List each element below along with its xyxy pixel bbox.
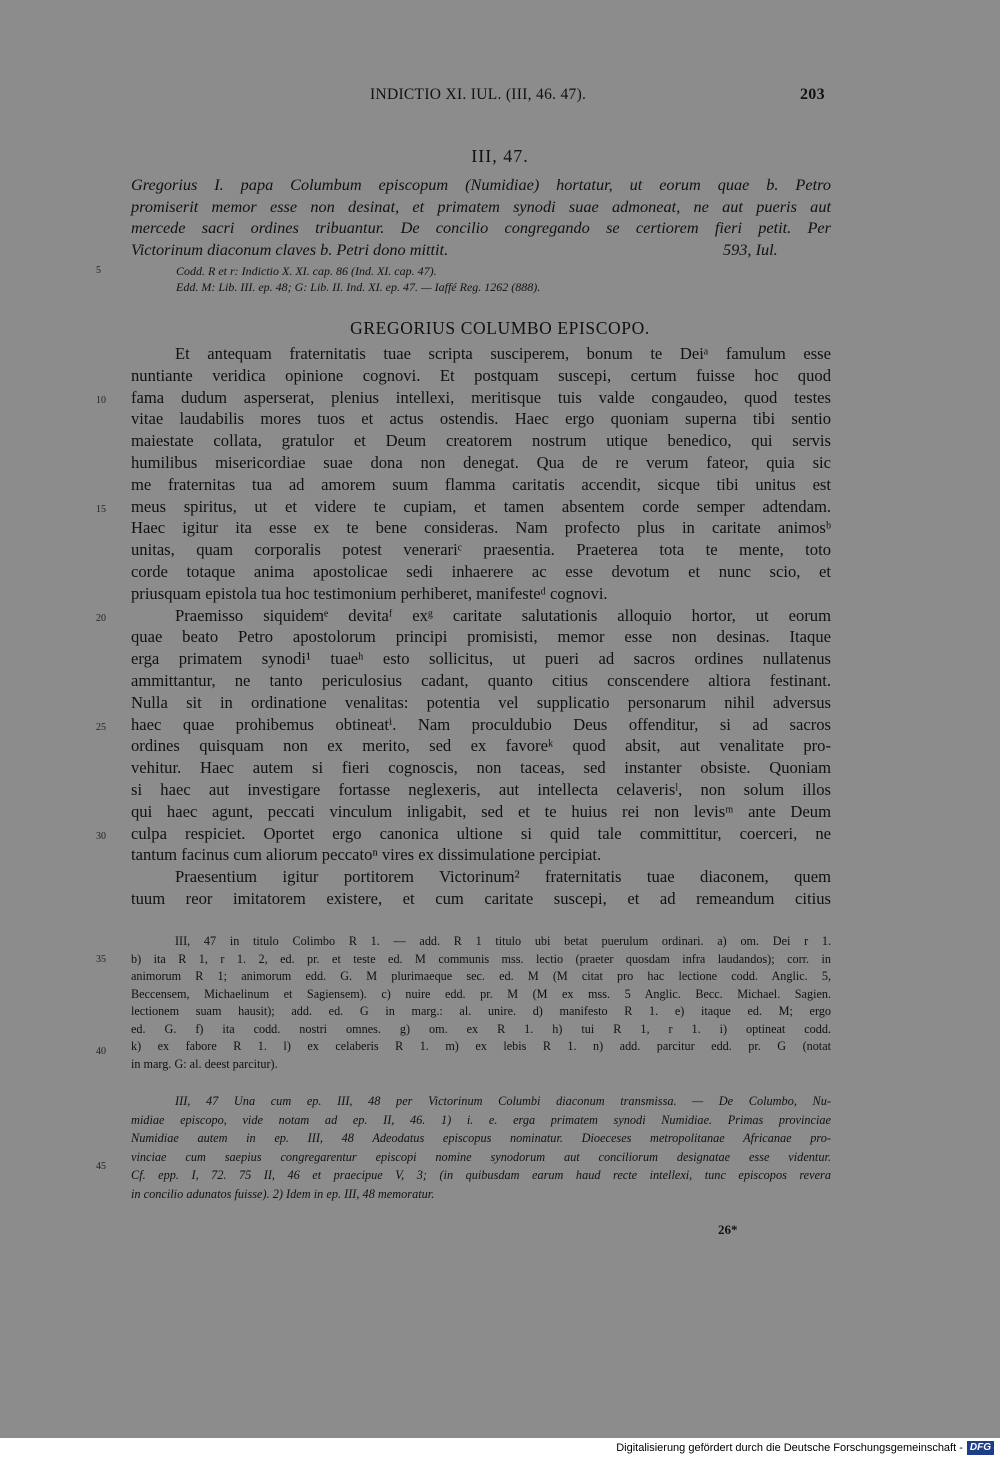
summary-line: promiserit memor esse non desinat, et primatem synodi suae admoneat, ne aut pueris aut xyxy=(131,196,831,216)
body-line: vitae laudabilis mores tuos et actus ostendis. Haec ergo quoniam superna tibi sentio xyxy=(131,409,831,429)
body-line: ammittantur, ne tanto periculosius cadant, quanto citius conscendere altiora festinant. xyxy=(131,670,831,690)
line-number: 15 xyxy=(96,504,106,515)
critical-apparatus xyxy=(131,933,831,1073)
apparatus-line: Beccensem, Michaelinum et Sagiensem). c) nuire edd. pr. M (M ex mss. 5 Anglic. Becc. Michael. Sagien. xyxy=(131,986,831,1001)
body-line: culpa respiciet. Oportet ergo canonica ultione si quid tale committitur, coerceri, ne xyxy=(131,823,831,843)
codices-line: Codd. R et r: Indictio X. XI. cap. 86 (Ind. XI. cap. 47). xyxy=(176,264,437,278)
line-number: 20 xyxy=(96,613,106,624)
summary-line: Victorinum diaconum claves b. Petri dono mittit. xyxy=(131,239,449,259)
body-line: nuntiante veridica opinione cognovi. Et postquam suscepi, certum fuisse hoc quod xyxy=(131,365,831,385)
addressee-heading: GREGORIUS COLUMBO EPISCOPO. xyxy=(350,318,650,338)
line-number: 25 xyxy=(96,722,106,733)
note-line: midiae episcopo, vide notam ad ep. II, 46. 1) i. e. erga primatem synodi Numidiae. Primas provinciae xyxy=(131,1112,831,1127)
body-line: vehitur. Haec autem si fieri cognoscis, non taceas, sed instanter obsiste. Quoniam xyxy=(131,758,831,778)
apparatus-line: ed. G. f) ita codd. nostri omnes. g) om. ex R 1. h) tui R 1, r 1. i) optineat codd. xyxy=(131,1021,831,1036)
body-line: meus spiritus, ut et videre te cupiam, et tamen absentem corde semper adtendam. xyxy=(131,496,831,516)
body-line: Haec igitur ita esse ex te bene consideras. Nam profecto plus in caritate animosᵇ xyxy=(131,518,831,538)
letter-summary xyxy=(131,174,831,260)
apparatus-line: in marg. G: al. deest parcitur). xyxy=(131,1056,278,1071)
funding-footer xyxy=(616,1440,994,1456)
body-line: Praemisso siquidemᵉ devitaᶠ exᵍ caritate salutationis alloquio hortor, ut eorum xyxy=(175,605,831,625)
line-number: 40 xyxy=(96,1046,106,1057)
body-line: fama dudum asperserat, plenius intellexi, meritisque tuis valde congaudeo, quod testes xyxy=(131,387,831,407)
historical-notes xyxy=(131,1092,831,1203)
summary-line: Gregorius I. papa Columbum episcopum (Numidiae) hortatur, ut eorum quae b. Petro xyxy=(131,175,831,194)
line-number: 5 xyxy=(96,265,101,276)
line-number: 35 xyxy=(96,954,106,965)
line-number: 30 xyxy=(96,831,106,842)
note-line: in concilio adunatos fuisse). 2) Idem in ep. III, 48 memoratur. xyxy=(131,1186,435,1201)
apparatus-line: lectionem suam hausit); add. ed. G in marg.: al. unire. d) manifesto R 1. e) itaque ed. M; ergo xyxy=(131,1004,831,1018)
body-line: corde totaque anima apostolicae sedi inhaerere ac esse devotum et nunc scio, et xyxy=(131,561,831,581)
apparatus-line: animorum R 1; animorum edd. G. M plurimaeque sec. ed. M (M citat pro hac lectione codd. Anglic. 5, xyxy=(131,969,831,983)
body-line: qui haec agunt, peccati vinculum inligabit, sed et te huius rei non levisᵐ ante Deum xyxy=(131,801,831,821)
body-line: humilibus misericordiae suae dona non denegat. Qua de re verum fateor, quia sic xyxy=(131,452,831,472)
summary-line: mercede sacri ordines tribuantur. De concilio congregando se certiorem fieri petit. Per xyxy=(131,218,831,237)
signature-mark: 26* xyxy=(718,1222,738,1237)
line-number: 45 xyxy=(96,1161,106,1172)
body-line: Nulla sit in ordinatione venalitas: potentia vel supplicatio personarum nihil adversus xyxy=(131,692,831,712)
body-line: tantum facinus cum aliorum peccatoⁿ vires ex dissimulatione percipiat. xyxy=(131,845,602,865)
body-line: tuum reor imitatorem existere, et cum caritate suscepi, et ad remeandum citius xyxy=(131,888,831,908)
body-line: erga primatem synodi¹ tuaeʰ esto sollicitus, ut pueri ad sacros ordines nullatenus xyxy=(131,649,831,669)
note-line: Numidiae autem in ep. III, 48 Adeodatus episcopus nominatur. Dioeceses metropolitanae Africanae pro- xyxy=(131,1131,831,1145)
page-number: 203 xyxy=(800,86,825,103)
body-line: maiestate collata, gratulor et Deum creatorem nostrum utique benedico, qui servis xyxy=(131,431,831,451)
body-line: ordines quisquam non ex merito, sed ex favoreᵏ quod absit, aut venalitate pro- xyxy=(131,736,831,756)
running-header: INDICTIO XI. IUL. (III, 46. 47). xyxy=(370,86,587,103)
apparatus-line: III, 47 in titulo Colimbo R 1. — add. R 1 titulo ubi betat puerulum ordinari. a) om. Dei r 1. xyxy=(175,934,831,948)
body-line: haec quae prohibemus obtineatⁱ. Nam proculdubio Deus offenditur, si ad sacros xyxy=(131,714,831,734)
summary-date: 593, Iul. xyxy=(723,239,778,259)
apparatus-line: k) ex fabore R 1. l) ex celaberis R 1. m) ex lebis R 1. n) add. parcitur edd. pr. G (notat xyxy=(131,1039,831,1053)
apparatus-line: b) ita R 1, r 1. 2, ed. pr. et teste ed. M communis mss. lectio (praeter quosdam infra laudandos); corr. in xyxy=(131,951,831,966)
letter-number: III, 47. xyxy=(471,146,529,166)
codices-note xyxy=(176,263,816,295)
body-line: Et antequam fraternitatis tuae scripta susciperem, bonum te Deiᵃ famulum esse xyxy=(175,344,831,363)
body-line: me fraternitas tua ad amorem suum flamma caritatis accendit, sicque tibi unitus est xyxy=(131,474,831,494)
summary-line-last xyxy=(131,239,831,261)
note-line: vinciae cum saepius congregarentur episcopi nomine synodorum aut conciliorum designatae esse videntur. xyxy=(131,1149,831,1164)
body-line: Praesentium igitur portitorem Victorinum² fraternitatis tuae diaconem, quem xyxy=(175,867,831,887)
line-number: 10 xyxy=(96,395,106,406)
letter-body xyxy=(131,343,831,910)
note-line: III, 47 Una cum ep. III, 48 per Victorinum Columbi diaconum transmissa. — De Columbo, Nu- xyxy=(175,1094,831,1108)
note-line: Cf. epp. I, 72. 75 II, 46 et praecipue V, 3; (in quibusdam earum haud recte intellexi, tunc episcopos revera xyxy=(131,1168,831,1182)
body-line: si haec aut investigare fortasse neglexeris, aut intellecta celaverisˡ, non solum illos xyxy=(131,779,831,799)
funding-text: Digitalisierung gefördert durch die Deutsche Forschungsgemeinschaft - xyxy=(616,1442,963,1454)
body-line: quae beato Petro apostolorum principi promisisti, memor esse non desinas. Itaque xyxy=(131,627,831,647)
codices-line: Edd. M: Lib. III. ep. 48; G: Lib. II. Ind. XI. ep. 47. — Iaffé Reg. 1262 (888). xyxy=(176,280,541,294)
body-line: unitas, quam corporalis potest venerariᶜ praesentia. Praeterea tota te mente, toto xyxy=(131,540,831,560)
body-line: priusquam epistola tua hoc testimonium perhiberet, manifesteᵈ cognovi. xyxy=(131,583,608,603)
dfg-logo: DFG xyxy=(967,1441,994,1455)
